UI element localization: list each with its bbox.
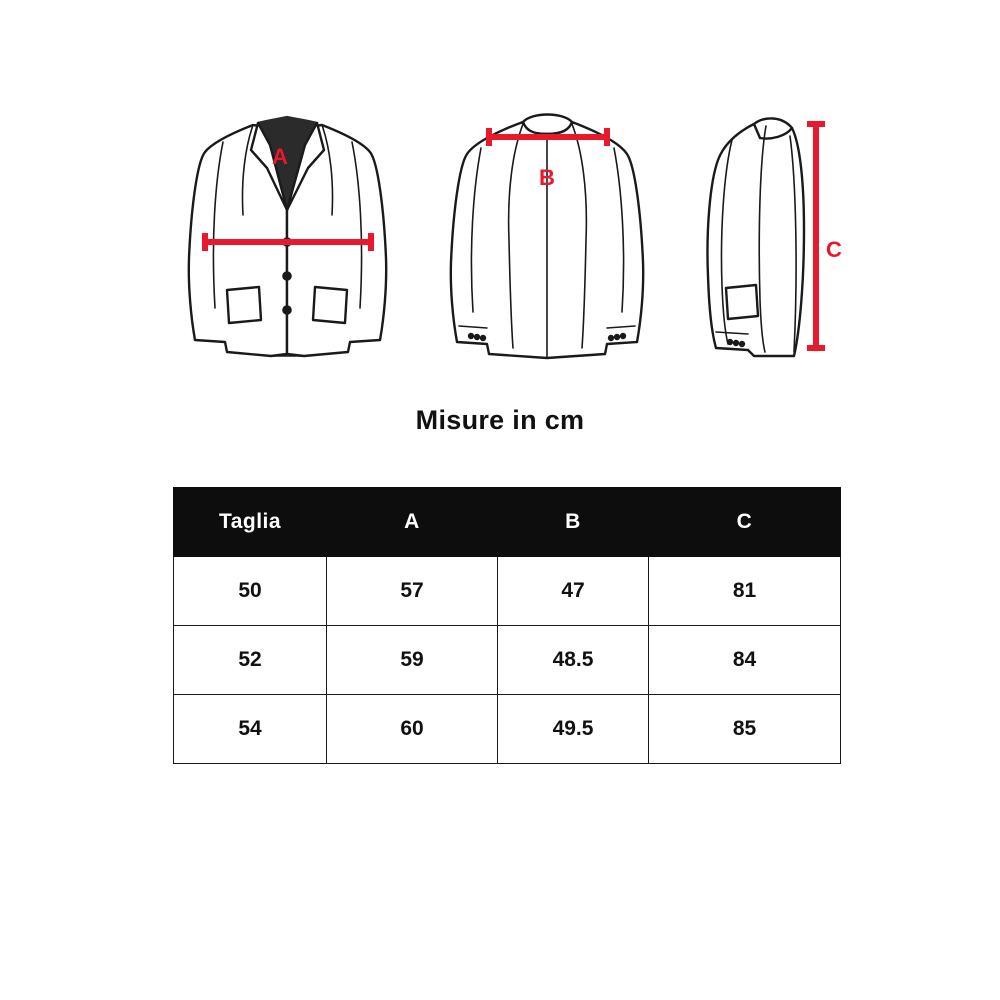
table-row xyxy=(174,695,841,764)
size-table-body xyxy=(174,557,841,764)
cell-size: 52 xyxy=(174,626,327,695)
measurement-units-caption: Misure in cm xyxy=(415,405,585,435)
cell-c: 81 xyxy=(649,557,841,626)
column-header-b: B xyxy=(498,488,649,557)
cell-b: 49.5 xyxy=(498,695,649,764)
jacket-front-view xyxy=(175,90,400,380)
column-header-a: A xyxy=(327,488,498,557)
cell-a: 59 xyxy=(327,626,498,695)
garment-illustrations xyxy=(0,90,1000,380)
size-table xyxy=(173,487,841,764)
measure-arrow-c xyxy=(807,124,825,348)
jacket-side-view xyxy=(690,90,870,380)
marker-label-c: C xyxy=(826,237,842,262)
cell-a: 60 xyxy=(327,695,498,764)
column-header-c: C xyxy=(649,488,841,557)
cell-size: 54 xyxy=(174,695,327,764)
table-row xyxy=(174,626,841,695)
size-table-head xyxy=(174,488,841,557)
cell-b: 48.5 xyxy=(498,626,649,695)
marker-label-a: A xyxy=(272,144,288,169)
cell-b: 47 xyxy=(498,557,649,626)
cell-a: 57 xyxy=(327,557,498,626)
cell-c: 84 xyxy=(649,626,841,695)
cell-size: 50 xyxy=(174,557,327,626)
size-table-wrapper xyxy=(173,487,828,764)
marker-label-b: B xyxy=(539,165,555,190)
column-header-size: Taglia xyxy=(174,488,327,557)
cell-c: 85 xyxy=(649,695,841,764)
jacket-back-view xyxy=(435,90,660,380)
table-header-row xyxy=(174,488,841,557)
table-row xyxy=(174,557,841,626)
